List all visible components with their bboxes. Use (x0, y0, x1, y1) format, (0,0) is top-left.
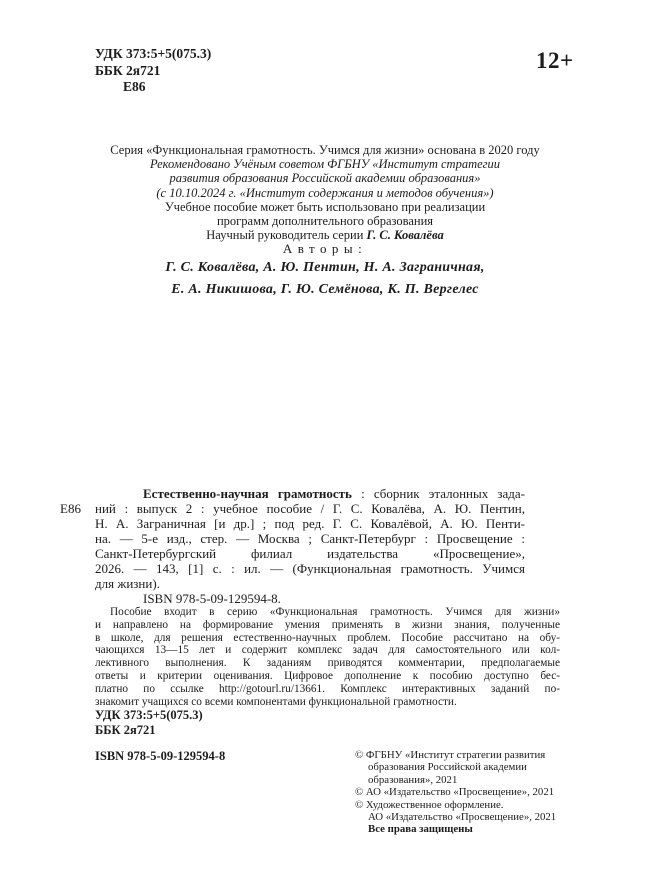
annotation-line: в школе, для решения естественно-научных проблем. Пособие рассчитано на обу- (95, 631, 560, 644)
copyright-line: © АО «Издательство «Просвещение», 2021 (355, 786, 555, 799)
annotation (95, 606, 560, 708)
recommendation-line: (с 10.10.2024 г. «Институт содержания и методов обучения») (156, 185, 494, 200)
copyright-block (355, 749, 593, 836)
annotation-line: и направлено на формирование умения применять в жизни знания, полученные (95, 618, 560, 631)
biblio-title: Естественно-научная грамотность (143, 486, 352, 501)
udk-footer: УДК 373:5+5(075.3) (95, 708, 203, 723)
catalog-card (60, 486, 560, 737)
usage-note-line: программ дополнительного образования (216, 214, 434, 229)
authors-line: Г. С. Ковалёва, А. Ю. Пентин, Н. А. Заграничная, (165, 259, 485, 275)
biblio-line: на. — 5-е изд., стер. — Москва ; Санкт-Петербург : Просвещение : (95, 531, 525, 546)
annotation-line: чающихся 13—15 лет и содержит комплекс задач для самостоятельного или кол- (95, 644, 560, 657)
author-sign-header: Е86 (123, 79, 146, 94)
series-founded-note: Серия «Функциональная грамотность. Учимся для жизни» основана в 2020 году (110, 143, 540, 157)
recommendation-line: развития образования Российской академии образования» (169, 171, 481, 186)
annotation-line: платно по ссылке http://gotourl.ru/13661. Комплекс интерактивных заданий по- (95, 682, 560, 695)
usage-note (45, 200, 605, 228)
recommendation-line: Рекомендовано Учёным советом ФГБНУ «Институт стратегии (149, 157, 501, 172)
copyright-line: © Художественное оформление. (355, 798, 504, 811)
biblio-line: 2026. — 143, [1] с. : ил. — (Функциональная грамотность. Учимся (95, 561, 525, 576)
authors-list (45, 257, 605, 301)
recommendation-note (45, 157, 605, 200)
annotation-line: ответы и критерии оценивания. Цифровое дополнение к пособию доступно бес- (95, 669, 560, 682)
usage-note-line: Учебное пособие может быть использовано при реализации (164, 199, 486, 214)
age-rating-badge: 12+ (536, 48, 574, 73)
series-supervisor (45, 228, 605, 242)
biblio-title-rest: : сборник эталонных зада- (351, 486, 526, 501)
bbk-footer: ББК 2я721 (95, 722, 156, 737)
biblio-line: Санкт-Петербургский филиал издательства «Просвещение», (95, 546, 525, 561)
biblio-line: для жизни). (95, 576, 160, 591)
annotation-line: лективного выполнения. К заданиям приводятся комментарии, предполагаемые (95, 657, 560, 670)
supervisor-label: Научный руководитель серии (206, 228, 364, 243)
copyright-line: АО «Издательство «Просвещение», 2021 (368, 811, 557, 824)
biblio-line: Н. А. Заграничная [и др.] ; под ред. Г. С. Ковалёвой, А. Ю. Пенти- (95, 516, 525, 531)
supervisor-name: Г. С. Ковалёва (366, 228, 444, 243)
bbk-header: ББК 2я721 (95, 62, 161, 78)
authors-line: Е. А. Никишова, Г. Ю. Семёнова, К. П. Вергелес (171, 281, 479, 297)
biblio-line (95, 486, 525, 501)
bibliographic-entry (60, 486, 526, 606)
classification-footer (95, 708, 203, 737)
classification-block (95, 46, 211, 96)
rights-reserved-note: Все права защищены (368, 823, 473, 836)
udk-header: УДК 373:5+5(075.3) (95, 46, 212, 61)
copyright-line: образования», 2021 (368, 773, 458, 786)
biblio-line: ний : выпуск 2 : учебное пособие / Г. С. Ковалёва, А. Ю. Пентин, (95, 501, 525, 516)
biblio-margin-code: Е86 (60, 501, 81, 516)
biblio-isbn: ISBN 978-5-09-129594-8. (143, 591, 281, 606)
annotation-line: Пособие входит в серию «Функциональная грамотность. Учимся для жизни» (110, 606, 560, 618)
series-and-authors-block (45, 143, 605, 301)
authors-heading: Авторы: (282, 241, 368, 257)
annotation-line: знакомит учащихся со всеми компонентами функциональной грамотности. (95, 695, 457, 708)
isbn-footer: ISBN 978-5-09-129594-8 (95, 749, 226, 763)
copyright-line: © ФГБНУ «Институт стратегии развития (355, 749, 546, 761)
copyright-line: образования Российской академии (368, 761, 527, 774)
